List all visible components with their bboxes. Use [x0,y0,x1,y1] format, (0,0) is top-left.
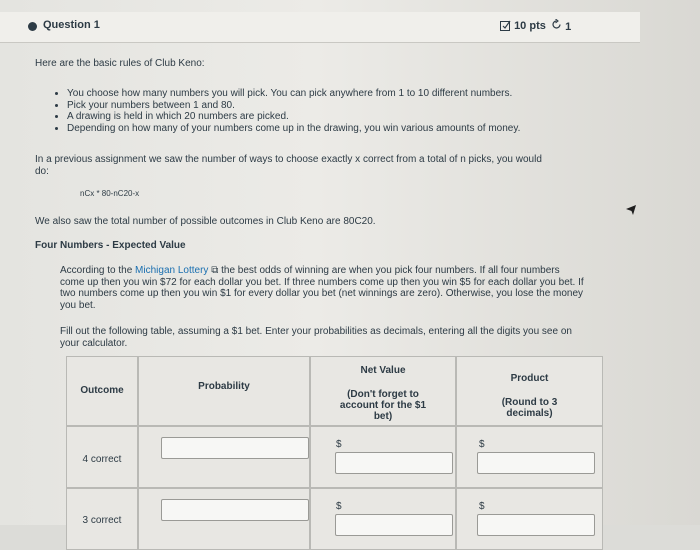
combination-formula: nCx * 80-nC20-x [80,189,140,198]
rules-list [55,88,587,134]
header-product-note: (Round to 3 decimals) [501,397,558,419]
list-item: • Pick your numbers between 1 and 80. [67,100,587,112]
expected-value-table [58,350,603,550]
fill-instructions: Fill out the following table, assuming a $1 bet. Enter your probabilities as decimals, entering all the digits you see on your calculator. [60,326,572,349]
refresh-icon [551,19,562,30]
section-heading: Four Numbers - Expected Value [35,240,186,251]
header-net-value [310,356,456,426]
probability-input[interactable] [161,499,309,521]
header-outcome [66,356,138,426]
lottery-prefix: According to the [60,265,136,276]
lottery-text: the best odds of winning are when you pick four numbers. If all four numbers come up then you win $72 for each dollar you bet. If three numbers come up then you win $5 for each dollar you bet. If two numbers come up then you win $1 for every dollar you bet (net winnings are zero). Otherwise, you lose the money you bet. [60,265,584,311]
header-probability [138,356,310,426]
net-value-cell [310,426,456,488]
question-title: Question 1 [43,19,100,31]
dollar-sign: $ [479,439,485,450]
net-value-cell [310,488,456,550]
header-net-value-note: (Don't forget to account for the $1 bet) [339,389,427,422]
list-item: • You choose how many numbers you will pick. You can pick anywhere from 1 to 10 different numbers. [67,88,587,100]
header-product [456,356,603,426]
net-value-input[interactable] [335,452,453,474]
header-net-value-label: Net Value [360,365,406,376]
dollar-sign: $ [336,501,342,512]
question-header [0,12,640,43]
attempts-count: 1 [565,21,572,33]
probability-cell [138,426,310,488]
table-row [66,488,138,550]
net-value-input[interactable] [335,514,453,536]
mouse-cursor-icon [626,205,636,215]
points-label [500,20,546,32]
row-outcome-label: 3 correct [82,515,122,526]
intro-text: Here are the basic rules of Club Keno: [35,58,205,69]
table-row [66,426,138,488]
external-link-icon: ⧉ [208,265,219,276]
previous-assignment-text: In a previous assignment we saw the number of ways to choose exactly x correct from a total of n picks, you would do: [35,154,542,177]
probability-cell [138,488,310,550]
header-probability-label: Probability [198,381,250,392]
dollar-sign: $ [336,439,342,450]
header-product-label: Product [510,373,549,384]
total-outcomes-formula: 80C20. [343,216,376,227]
probability-input[interactable] [161,437,309,459]
header-outcome-label: Outcome [80,385,124,396]
product-input[interactable] [477,514,595,536]
dollar-sign: $ [479,501,485,512]
question-status-dot [28,22,37,31]
attempts-indicator[interactable] [551,19,571,33]
row-outcome-label: 4 correct [82,454,122,465]
michigan-lottery-link[interactable]: Michigan Lottery [135,265,209,276]
lottery-paragraph [60,265,585,311]
points-value: 10 pts [514,20,546,32]
product-cell [456,426,603,488]
checkbox-edit-icon [500,20,511,31]
list-item: • Depending on how many of your numbers come up in the drawing, you win various amounts of money. [67,123,587,135]
product-cell [456,488,603,550]
product-input[interactable] [477,452,595,474]
list-item: • A drawing is held in which 20 numbers are picked. [67,111,587,123]
total-outcomes-text [35,216,376,228]
total-outcomes-prefix: We also saw the total number of possible outcomes in Club Keno are [35,216,344,227]
